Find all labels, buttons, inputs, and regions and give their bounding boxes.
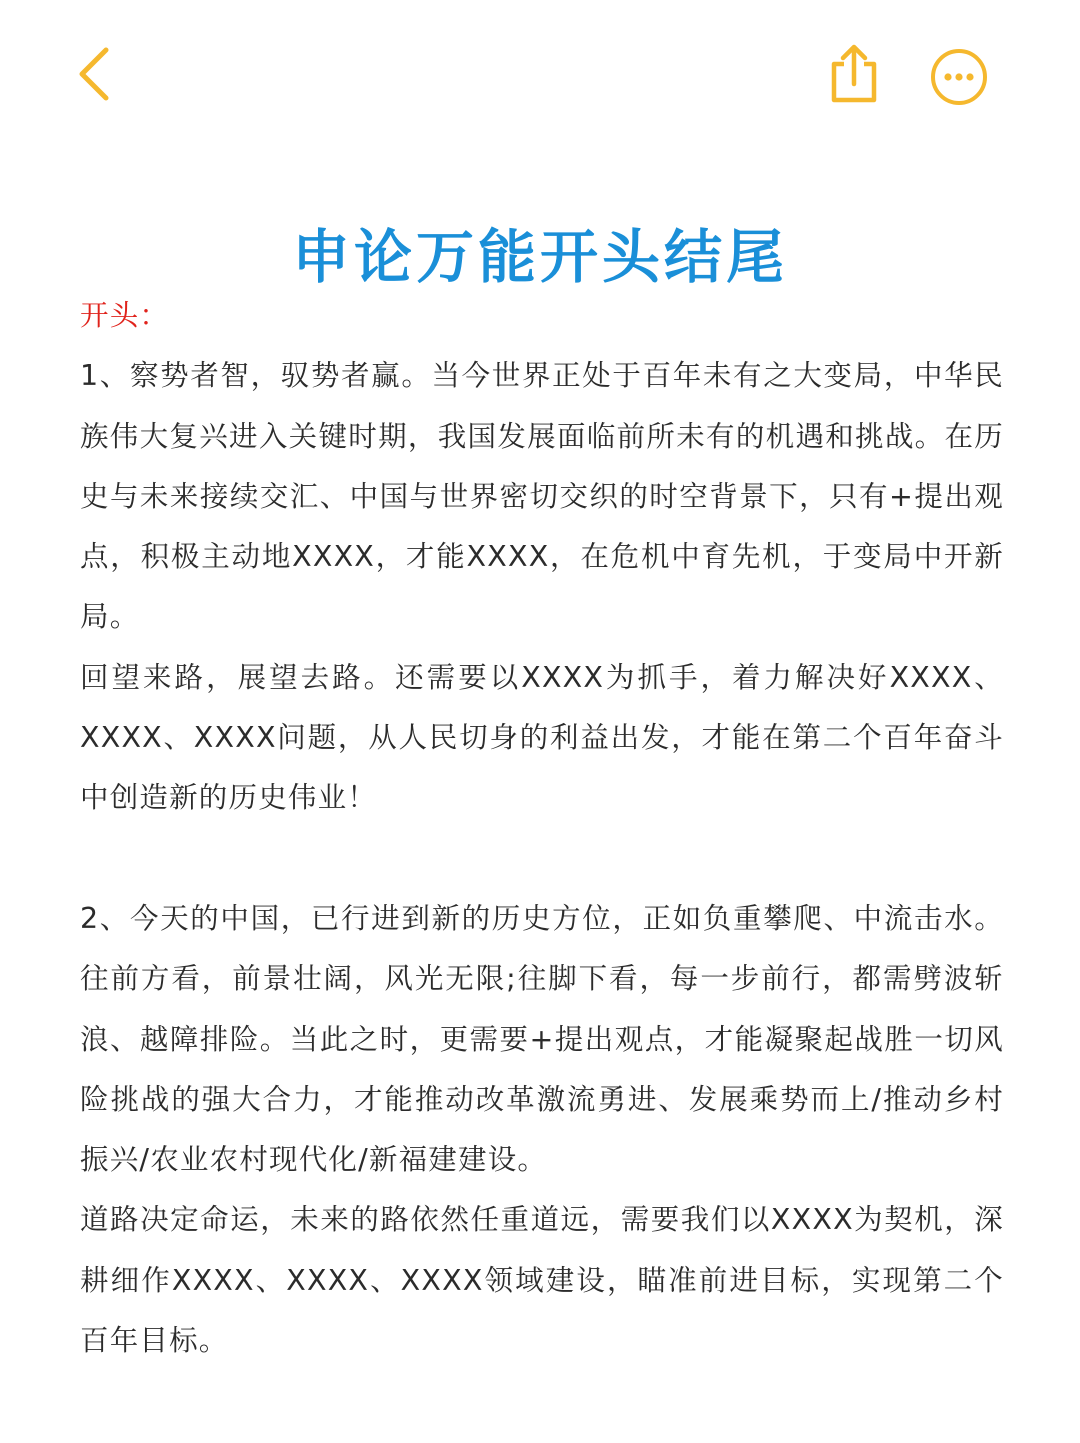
paragraph: 回望来路，展望去路。还需要以XXXX为抓手，着力解决好XXXX、XXXX、XXXX问题，从人民切身的利益出发，才能在第二个百年奋斗中创造新的历史伟业！ [80, 660, 1004, 815]
share-button[interactable] [824, 40, 884, 108]
more-horizontal-icon [928, 46, 990, 108]
more-options-button[interactable] [928, 46, 990, 108]
article-title: 申论万能开头结尾 [291, 222, 788, 291]
paragraph: 1、察势者智，驭势者赢。当今世界正处于百年未有之大变局，中华民族伟大复兴进入关键时期，我国发展面临前所未有的机遇和挑战。在历史与未来接续交汇、中国与世界密切交织的时空背景下，只有+提出观点，积极主动地XXXX，才能XXXX，在危机中育先机，于变局中开新局。 [80, 359, 1004, 634]
paragraph: 道路决定命运，未来的路依然任重道远，需要我们以XXXX为契机，深耕细作XXXX、XXXX、XXXX领域建设，瞄准前进目标，实现第二个百年目标。 [80, 1203, 1004, 1358]
article-body [80, 286, 1004, 1371]
share-icon [824, 40, 884, 108]
paragraph-spacer [80, 829, 1004, 889]
chevron-left-icon [70, 42, 130, 106]
back-button[interactable] [70, 42, 130, 106]
paragraph: 2、今天的中国，已行进到新的历史方位，正如负重攀爬、中流击水。往前方看，前景壮阔，风光无限;往脚下看，每一步前行，都需劈波斩浪、越障排险。当此之时，更需要+提出观点，才能凝聚起战胜一切风险挑战的强大合力，才能推动改革激流勇进、发展乘势而上/推动乡村振兴/农业农村现代化/新福建建设。 [80, 901, 1004, 1177]
top-nav-bar [0, 0, 1080, 150]
section-label-opening: 开头： [80, 299, 170, 332]
